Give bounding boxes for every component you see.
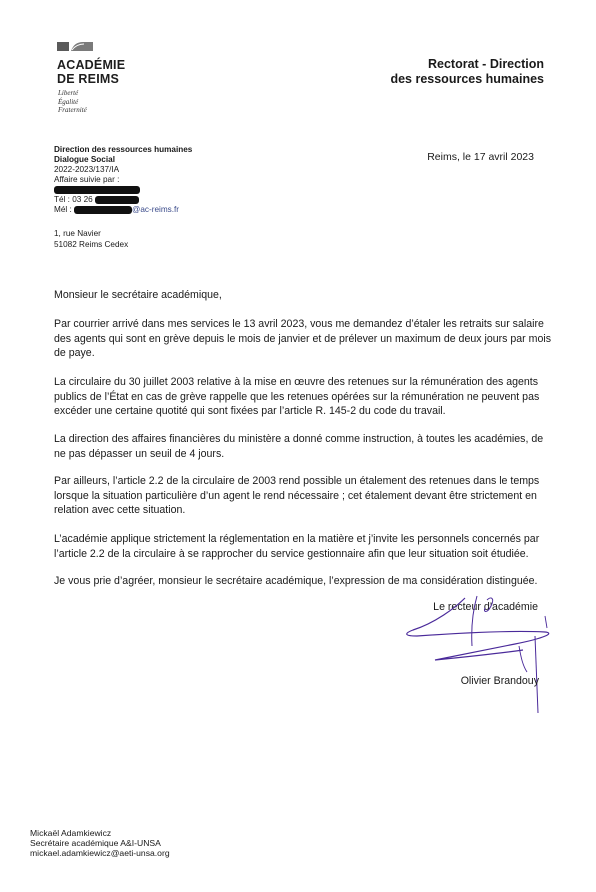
tel-label: Tél : 03 26 (54, 195, 93, 204)
sender-reference: 2022-2023/137/IA (54, 165, 120, 174)
academie-name-line1: ACADÉMIE (57, 58, 126, 72)
sender-tel-row (54, 195, 192, 205)
academie-name-line2: DE REIMS (57, 72, 120, 86)
letterhead-line1: Rectorat - Direction (428, 57, 544, 71)
footer-title: Secrétaire académique A&I-UNSA (30, 838, 161, 848)
body-paragraph-4: Par ailleurs, l’article 2.2 de la circulaire de 2003 rend possible un étalement des retenues dans le temps lorsque la situation particulière d’un agent le rend nécessaire ; cet étalement devant être strictement en relation avec cette situation. (54, 475, 540, 517)
salutation: Monsieur le secrétaire académique, (54, 289, 222, 301)
body-paragraph-2: La circulaire du 30 juillet 2003 relative à la mise en œuvre des retenues sur la rémunération des agents publics de l’État en cas de grève rappelle que les retenues opérées sur la rémunération ne peuvent pas excéder une certaine quotité qui sont fixées par l’article R. 145-2 du code du travail. (54, 376, 540, 418)
footer-recipient (30, 828, 170, 858)
address-street: 1, rue Navier (54, 229, 101, 238)
followed-by-label: Affaire suivie par : (54, 175, 120, 184)
marianne-logo-icon (57, 40, 93, 53)
body-paragraph-5: L’académie applique strictement la réglementation en la matière et j’invite les personnels concernés par l’article 2.2 de la circulaire à se rapprocher du service gestionnaire afin que leur situation soit étudiée. (54, 533, 540, 560)
redacted-name (54, 186, 140, 194)
body-paragraph-1: Par courrier arrivé dans mes services le 13 avril 2023, vous me demandez d’étaler les retraits sur salaire des agents qui sont en grève depuis le mois de janvier et de prélever un maximum de deux jours par mois de paye. (54, 318, 551, 360)
motto-liberte: Liberté (58, 89, 79, 97)
sender-followed-by (54, 175, 192, 185)
mail-label: Mél : (54, 205, 72, 214)
signer-name: Olivier Brandouy (460, 675, 539, 687)
redacted-phone (95, 196, 139, 204)
letterhead-line2: des ressources humaines (390, 72, 544, 86)
sender-block (54, 145, 192, 215)
motto-egalite: Égalité (58, 97, 79, 106)
republic-motto (58, 89, 87, 115)
handwritten-signature (395, 588, 575, 718)
footer-name: Mickaël Adamkiewicz (30, 828, 112, 838)
address-city: 51082 Reims Cedex (54, 239, 129, 249)
letterhead-title (390, 57, 544, 87)
body-paragraph-3: La direction des affaires financières du ministère a donné comme instruction, à toutes les académies, de ne pas dépasser un seuil de 4 jours. (54, 433, 544, 460)
sender-mail-row (54, 205, 192, 215)
redacted-email (74, 206, 132, 214)
body-paragraph-6: Je vous prie d’agréer, monsieur le secrétaire académique, l’expression de ma considération distinguée. (54, 575, 538, 587)
sender-address (54, 229, 128, 250)
mail-domain: @ac-reims.fr (132, 205, 180, 214)
sender-department: Direction des ressources humaines (54, 145, 193, 154)
footer-email: mickael.adamkiewicz@aeti-unsa.org (30, 848, 170, 858)
sender-service: Dialogue Social (54, 155, 115, 164)
academie-name (57, 58, 125, 86)
closing-title: Le recteur d’académie (433, 601, 538, 613)
letter-date: Reims, le 17 avril 2023 (427, 151, 534, 163)
motto-fraternite: Fraternité (58, 106, 87, 115)
sender-name-row (54, 185, 192, 195)
